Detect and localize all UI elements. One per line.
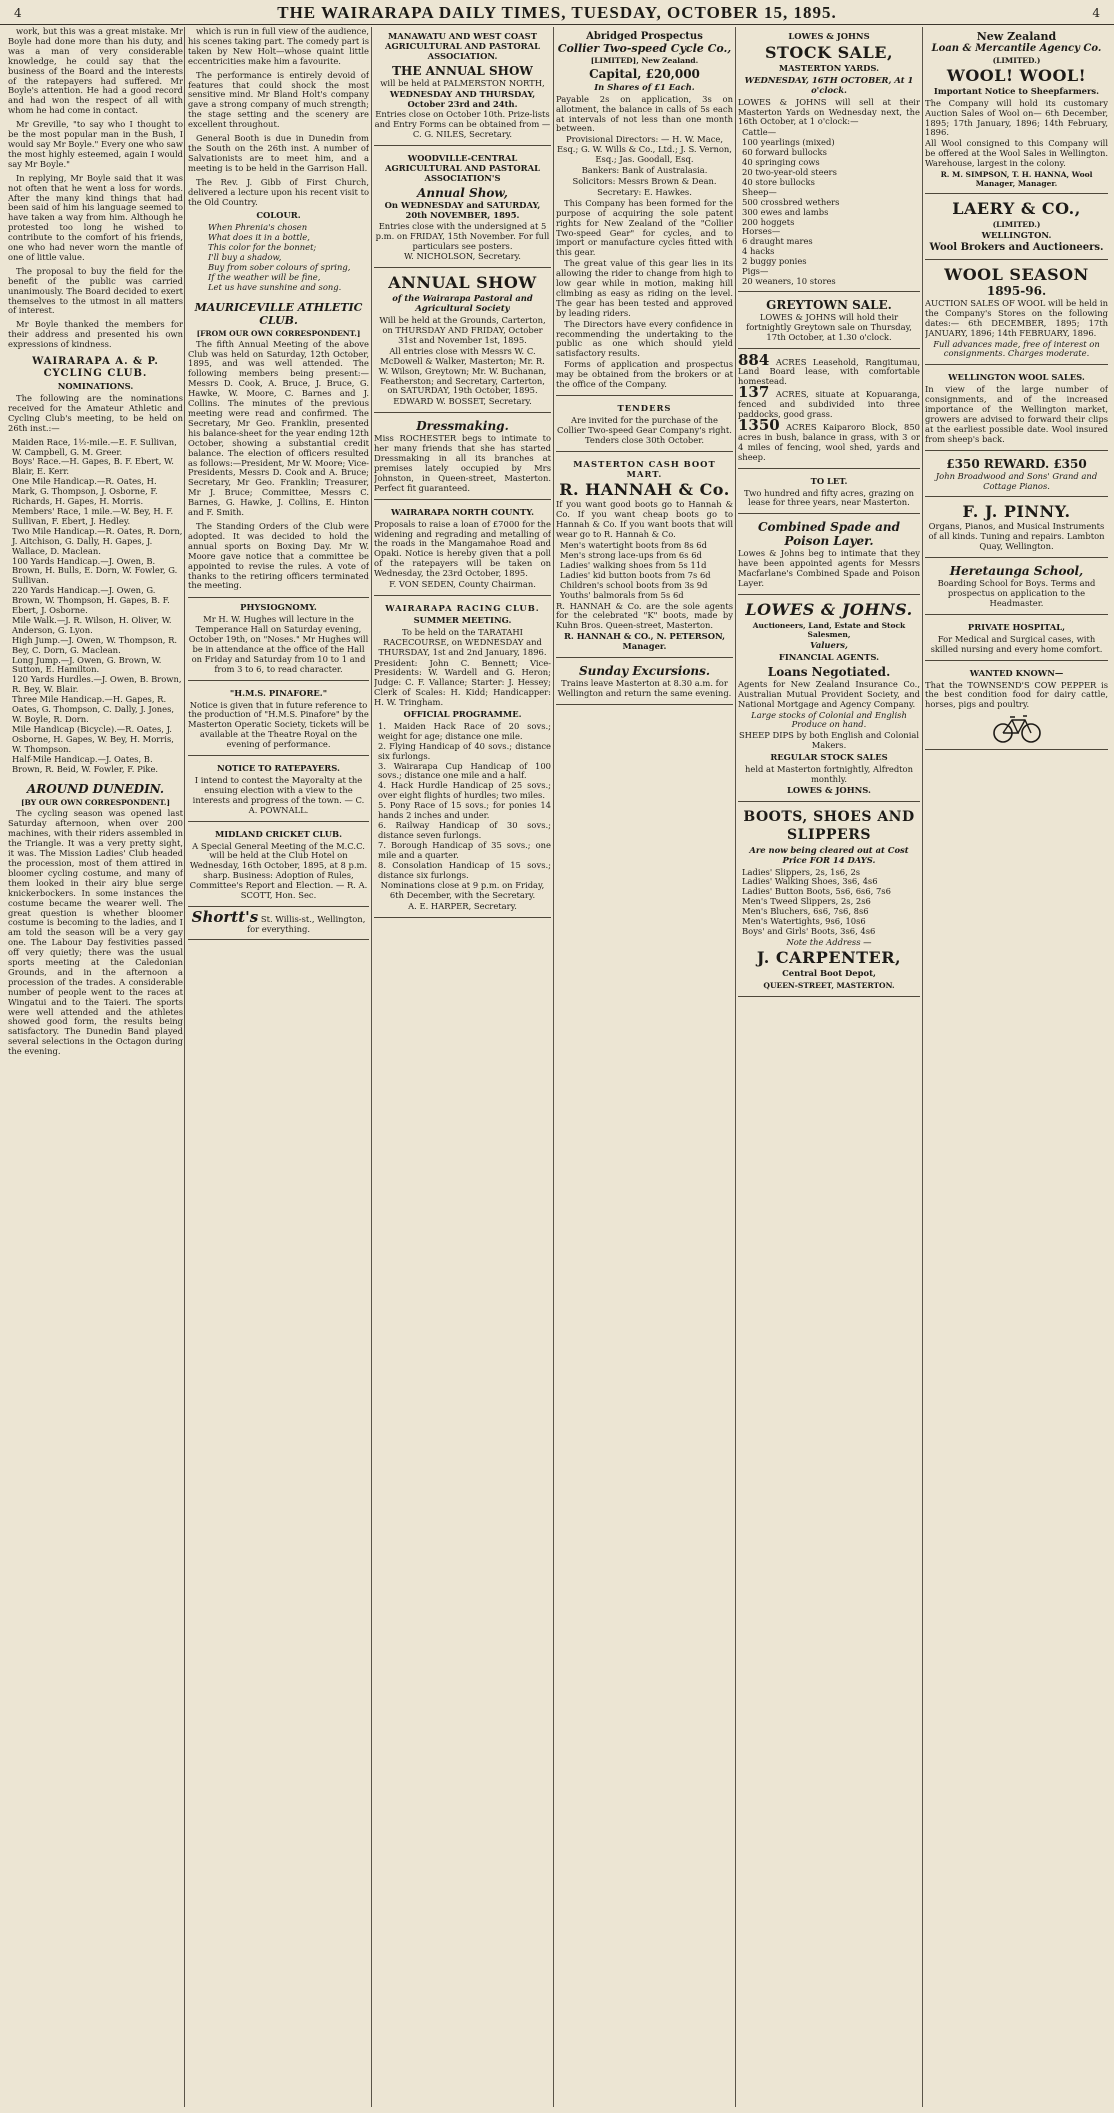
list-item: Horses— [742, 226, 781, 237]
loan-mercantile-ad [925, 27, 1108, 194]
list-item: 2. Flying Handicap of 40 sovs.; distance six furlongs. [378, 740, 551, 761]
list-item: 2 buggy ponies [742, 256, 807, 267]
ad-heading: PRIVATE HOSPITAL, [967, 621, 1066, 632]
article-paragraph: General Booth is due in Dunedin from the South on the 26th inst. A number of Salvationists are to meet him, and a meeting is to be held in the Garrison Hall. [188, 133, 369, 173]
article-paragraph: The following are the nominations received for the Amateur Athletic and Cycling Club's meeting, to be held on 26th inst.:— [8, 393, 183, 433]
financial-agents-ad [738, 598, 920, 802]
tender-ad [556, 399, 733, 452]
shortts-tagline: St. Willis-st., Wellington, for everything. [246, 913, 366, 934]
list-item: Men's strong lace-ups from 6s 6d [560, 549, 702, 560]
race-programme [378, 722, 551, 881]
ad-text: Nominations close at 9 p.m. on Friday, 6th December, with the Secretary. [380, 880, 545, 901]
ad-signature: R. M. SIMPSON, T. H. HANNA, Wool Manager, Manager. [940, 170, 1093, 189]
column-rule [922, 27, 923, 2107]
nominations-list [12, 438, 183, 775]
list-item: Mile Handicap (Bicycle).—R. Oates, J. Osborne, H. Gapes, W. Bey, H. Morris, W. Thompson. [12, 723, 174, 754]
ad-subheading: FINANCIAL AGENTS. [778, 651, 880, 662]
article-paragraph: Mr Boyle thanked the members for their address and presented his own expressions of kindness. [8, 319, 183, 350]
column-rule [184, 27, 185, 2107]
ad-text: All entries close with Messrs W. C. McDowell & Walker, Masterton; Mr. R. W. Wilson, Greytown; Mr. W. Buchanan, Featherston; and Secretary, Carterton, on SATURDAY, 19th October, 1895. [378, 345, 547, 396]
ad-title: Sunday Excursions. [578, 664, 711, 679]
list-item: Three Mile Handicap.—H. Gapes, R. Oates, G. Thompson, C. Dally, J. Jones, W. Boyle, R. Dorn. [12, 694, 175, 724]
subheading: NOMINATIONS. [57, 381, 134, 392]
merchant-address: QUEEN-STREET, MASTERTON. [763, 980, 895, 990]
notice-body: Notice is given that in future reference to the production of "H.M.S. Pinafore" by the Masterton Operatic Society, tickets will be available at the Theatre Royal on the evening of performance. [188, 699, 369, 750]
ad-heading: TENDERS [617, 403, 672, 413]
school-ad [925, 561, 1108, 615]
manawatu-show-ad [374, 27, 551, 146]
ad-text: This Company has been formed for the purpose of acquiring the sole patent rights for New Zealand of the "Collier Two-speed Gear" for cycles, and to import or manufacture cycles fitted with this gear. [556, 197, 733, 258]
ad-subheading: Are now being cleared out at Cost Price FOR 14 DAYS. [749, 844, 909, 865]
list-item: 4. Hack Hurdle Handicap of 25 sovs.; over eight flights of hurdles; two miles. [378, 780, 551, 801]
list-item: 120 Yards Hurdles.—J. Owen, B. Brown, R. Bey, W. Blair. [12, 674, 182, 695]
article-paragraph: The Rev. J. Gibb of First Church, delivered a lecture upon his recent visit to the Old Country. [188, 176, 369, 207]
pinafore-notice [188, 684, 369, 756]
list-item: 40 store bullocks [742, 176, 815, 187]
ad-title: R. HANNAH & Co. [559, 480, 730, 500]
list-item: 6 draught mares [742, 236, 813, 247]
list-item: Ladies' kid button boots from 7s 6d [560, 569, 711, 580]
ad-text: Solicitors: Messrs Brown & Dean. [572, 175, 717, 186]
ad-title: GREYTOWN SALE. [766, 297, 892, 312]
list-item: 200 hoggets [742, 216, 795, 227]
section-heading: AROUND DUNEDIN. [26, 782, 165, 797]
ad-text: Agents for New Zealand Insurance Co., Australian Mutual Provident Society, and National Mortgage and Agency Company. [738, 678, 920, 709]
list-item: Youths' balmorals from 5s 6d [560, 589, 684, 600]
ad-text: Large stocks of Colonial and English Produce on hand. [751, 709, 907, 730]
ad-heading: MANAWATU AND WEST COAST AGRICULTURAL AND PASTORAL ASSOCIATION. [385, 31, 540, 61]
list-item: Men's Watertights, 9s6, 10s6 [742, 916, 866, 927]
racing-club-ad [374, 599, 551, 918]
company-name: Loan & Mercantile Agency Co. [931, 42, 1102, 54]
ad-dates: WEDNESDAY AND THURSDAY, October 23rd and 24th. [389, 88, 536, 109]
ad-text: Miss ROCHESTER begs to intimate to her many friends that she has started Dressmaking in all its branches at premises lately occupied by Mrs Johnston, in Queen-street, Masterton. Perfect fit guaranteed. [374, 433, 551, 493]
column-3 [374, 27, 551, 2107]
notice-heading: MIDLAND CRICKET CLUB. [214, 828, 343, 839]
masthead [0, 0, 1114, 25]
ad-title: F. J. PINNY. [962, 502, 1071, 522]
ad-title: WOOL! WOOL! [946, 65, 1087, 85]
column-rule [371, 27, 372, 2107]
ad-text: Lowes & Johns beg to intimate that they have been appointed agents for Messrs Macfarlane's Combined Spade and Poison Layer. [738, 548, 920, 589]
ad-subheading: Important Notice to Sheepfarmers. [933, 85, 1100, 96]
ad-heading: Abridged Prospectus [586, 31, 703, 42]
list-item: Boys' and Girls' Boots, 3s6, 4s6 [742, 926, 876, 936]
list-item: 3. Wairarapa Cup Handicap of 100 sovs.; distance one mile and a half. [378, 760, 551, 781]
ad-text: Full advances made, free of interest on consignments. Charges moderate. [933, 338, 1100, 359]
ad-heading: WOODVILLE-CENTRAL AGRICULTURAL AND PASTORAL ASSOCIATION'S [385, 153, 540, 183]
ad-title: WOOL SEASON [944, 264, 1089, 284]
ad-heading: WANTED KNOWN— [969, 667, 1064, 678]
article-paragraph: The Standing Orders of the Club were adopted. It was decided to hold the annual sports on Boxing Day. Mr W. Moore gave notice that a committee be appointed to revise the rules. A vote of thanks to the retiring officers terminated the meeting. [188, 520, 369, 591]
merchant-address: Central Boot Depot, [782, 967, 876, 978]
list-item: High Jump.—J. Owen, W. Thompson, R. Bey, C. Dorn, G. Maclean. [12, 634, 178, 655]
ad-title: LOWES & JOHNS. [745, 599, 913, 619]
article-paragraph: work, but this was a great mistake. Mr Boyle had done more than his duty, and was a man of very considerable knowledge, he could say that the business of the Board and the interests of the ratepayers had suffered. Mr Boyle's attention. He had a good record and had won the respect of all with whom he had come in contact. [8, 27, 183, 116]
list-item: 300 ewes and lambs [742, 206, 829, 217]
reward-amount: £350 [946, 456, 980, 471]
list-item: 6. Railway Handicap of 30 sovs.; distance seven furlongs. [378, 820, 551, 840]
column-6 [925, 27, 1108, 2107]
ad-text: Entries close on October 10th. Prize-lists and Entry Forms can be obtained from — C. G. NILES, Secretary. [374, 109, 551, 140]
column-5 [738, 27, 920, 2107]
ad-heading: MASTERTON CASH BOOT MART. [573, 458, 716, 479]
county-loan-ad [374, 503, 551, 596]
article-paragraph: The performance is entirely devoid of features that could shock the most sensitive mind. Mr Bland Holt's company gave a strong company of much strength; the stage setting and the scenery are excellent throughout. [188, 69, 369, 130]
pinny-ad [925, 500, 1108, 558]
bicycle-icon [992, 711, 1042, 745]
ad-text: Forms of application and prospectus may be obtained from the brokers or at the office of the Company. [556, 359, 733, 390]
acreage: 137 [738, 383, 770, 402]
column-4 [556, 27, 733, 2107]
list-item: Two Mile Handicap.—R. Oates, R. Dorn, J. Aitchison, G. Dally, H. Gapes, J. Wallace, D. Maclean. [12, 525, 183, 556]
list-item: Ladies' Walking Shoes, 3s6, 4s6 [742, 876, 878, 887]
ad-text: The great value of this gear lies in its allowing the rider to change from high to low gear while in motion, making hill climbing as easy as riding on the level. The gear has been tested and approved by leading riders. [556, 258, 733, 318]
ad-text: Are invited for the purchase of the Collier Two-speed Gear Company's right. Tenders close 30th October. [557, 414, 732, 445]
list-item: Men's watertight boots from 8s 6d [560, 540, 708, 551]
ad-signature: W. NICHOLSON, Secretary. [404, 251, 521, 262]
cricket-club-notice [188, 825, 369, 907]
ad-text: To be held on the TARATAHI RACECOURSE, on WEDNESDAY and THURSDAY, 1st and 2nd January, 1896. [378, 626, 547, 657]
notice-heading: NOTICE TO RATEPAYERS. [217, 763, 340, 774]
list-item: Half-Mile Handicap.—J. Oates, B. Brown, R. Beid, W. Fowler, F. Pike. [12, 753, 159, 774]
company-ltd: (LIMITED.) [992, 220, 1041, 230]
dressmaking-ad [374, 416, 551, 499]
ad-title: Dressmaking. [416, 419, 509, 434]
list-item: 1. Maiden Hack Race of 20 sovs.; weight for age; distance one mile. [378, 720, 551, 741]
company-ltd: (LIMITED.) [992, 55, 1041, 65]
list-item: 100 Yards Handicap.—J. Owen, B. Brown, H. Bulls, E. Dorn, W. Fowler, G. Sullivan. [12, 555, 178, 586]
ad-text: LOWES & JOHNS will hold their fortnightly Greytown sale on Thursday, 17th October, at 1.30 o'clock. [746, 311, 912, 342]
ad-title: BOOTS, SHOES AND SLIPPERS [743, 808, 915, 843]
column-rule [553, 27, 554, 2107]
notice-heading: PHYSIOGNOMY. [240, 602, 317, 613]
ad-text: Entries close with the undersigned at 5 p.m. on FRIDAY, 15th November. For full particulars see posters. [375, 220, 550, 251]
merchant-name: J. CARPENTER, [756, 947, 902, 967]
ad-text: President: John C. Bennett; Vice-Presidents: W. Wardell and G. Heron; Judge: C. F. Vallance; Starter: J. Hessey; Clerk of Scales: H. Kidd; Handicapper: H. W. Tringham. [374, 657, 551, 708]
capital-value: £20,000 [645, 66, 700, 81]
page-number-right: 4 [1092, 6, 1100, 20]
list-item: Men's Tweed Slippers, 2s, 2s6 [742, 896, 871, 907]
section-heading: WAIRARAPA A. & P. CYCLING CLUB. [32, 356, 159, 380]
acreage: 1350 [738, 416, 780, 434]
ratepayers-notice [188, 759, 369, 822]
shortts-ad [188, 907, 369, 940]
list-item: 500 crossbred wethers [742, 196, 840, 207]
column-1 [8, 27, 183, 2107]
cycle-company-prospectus [556, 27, 733, 396]
ad-text: Provisional Directors: — H. W. Mace, Esq.; G. W. Wills & Co., Ltd.; J. S. Vernon, Esq.; Jas. Goodall, Esq. [557, 134, 732, 165]
ad-title: THE ANNUAL SHOW [392, 63, 533, 78]
ad-heading: WAIRARAPA RACING CLUB. [385, 602, 540, 613]
ad-text: John Broadwood and Sons' Grand and Cottage Pianos. [935, 470, 1098, 491]
notice-heading: "H.M.S. PINAFORE." [229, 687, 328, 698]
notice-body: A Special General Meeting of the M.C.C. will be held at the Club Hotel on Wednesday, 16th October, 1895, at 8 p.m. sharp. Business: Adoption of Rules, Committee's Report and Election. — R. A. SCOTT, Hon. Sec. [189, 840, 368, 901]
price-list [742, 868, 920, 937]
list-item: Men's Bluchers, 6s6, 7s6, 8s6 [742, 906, 869, 917]
list-item: Children's school boots from 3s 9d [560, 579, 708, 590]
ad-subheading: Auctioneers, Land, Estate and Stock Salesmen, [752, 620, 906, 639]
list-item: Long Jump.—J. Owen, G. Brown, W. Sutton, E. Hamilton. [12, 654, 162, 675]
ad-text: AUCTION SALES OF WOOL will be held in the Company's Stores on the following dates:— 6th DECEMBER, 1895; 17th JANUARY, 1896; 14th FEBRUARY, 1896. [925, 297, 1108, 338]
ad-text: Two hundred and fifty acres, grazing on lease for three years, near Masterton. [743, 487, 915, 508]
boots-shoes-ad [738, 805, 920, 997]
ad-subheading: SUMMER MEETING. [413, 614, 512, 625]
ad-text: ACRES, situate at Kopuaranga, fenced and subdivided into three paddocks, good grass. [738, 389, 920, 420]
sunday-excursions-ad [556, 661, 733, 705]
shortts-name: Shortt's [191, 907, 259, 926]
physiognomy-notice [188, 597, 369, 680]
ad-text: In view of the large number of consignments, and of the increased importance of the Wellington market, growers are advised to forward their clips at the earliest possible date. Wool insured from sheep's back. [925, 384, 1108, 444]
ad-text: ACRES Kaiparoro Block, 850 acres in bush, balance in grass, with 3 or 4 miles of fencing, wool shed, yards and sheep. [738, 422, 920, 462]
list-item: 220 Yards Handicap.—J. Owen, G. Brown, W. Thompson, H. Gapes, B. F. Ebert, J. Osborne. [12, 585, 170, 616]
list-item: Ladies' Slippers, 2s, 1s6, 2s [742, 866, 861, 877]
list-item: 20 weaners, 10 stores [742, 275, 836, 286]
notice-body: Mr H. W. Hughes will lecture in the Temperance Hall on Saturday evening, October 19th, on "Noses." Mr Hughes will be in attendance at the office of the Hall on Friday and Saturday from 10 to 1 and from 3 to 6, to read character. [188, 614, 369, 674]
list-item: Sheep— [742, 186, 777, 197]
article-paragraph: Mr Greville, "to say who I thought to be the most popular man in the Bush, I would say Mr Boyle." Every one who saw the most highly esteemed, again I would say Mr Boyle." [8, 119, 183, 169]
ad-signature: LOWES & JOHNS. [787, 784, 871, 795]
poem-line: I'll buy a shadow, [208, 252, 282, 263]
list-item: 7. Borough Handicap of 35 sovs.; one mile and a quarter. [378, 839, 551, 860]
ad-text: held at Masterton fortnightly, Alfredton monthly. [744, 764, 913, 784]
page-number-left: 4 [14, 6, 22, 20]
ad-text: That the TOWNSEND'S COW PEPPER is the best condition food for dairy cattle, horses, pigs and poultry. [925, 679, 1108, 710]
list-item: Pigs— [742, 266, 769, 277]
ad-subheading: MASTERTON YARDS. [778, 62, 880, 73]
ad-heading: WELLINGTON WOOL SALES. [948, 372, 1085, 383]
list-item: 4 hacks [742, 246, 775, 257]
newspaper-title: THE WAIRARAPA DAILY TIMES, TUESDAY, OCTOBER 15, 1895. [277, 3, 837, 22]
list-item: 40 springing cows [742, 157, 820, 168]
ad-title: Heretaunga School, [949, 564, 1084, 579]
ad-title: Annual Show, [417, 185, 508, 200]
ad-text: ACRES Leasehold, Rangitumau, Land Board lease, with comfortable homestead. [738, 356, 920, 387]
ad-text: R. HANNAH & Co. are the sole agents for the celebrated "K" boots, made by Kuhn Bros. Queen-street, Masterton. [556, 600, 733, 631]
stock-list [742, 128, 920, 287]
ad-subheading: Wool Brokers and Auctioneers. [929, 241, 1104, 253]
poem-line: This color for the bonnet; [208, 242, 317, 253]
ad-text: Organs, Pianos, and Musical Instruments of all kinds. Tuning and repairs. Lambton Quay, Wellington. [928, 521, 1105, 552]
ad-text: Note the Address — [786, 936, 872, 947]
reward-line [925, 457, 1108, 471]
ad-heading: New Zealand [976, 30, 1057, 43]
to-let-ad [738, 472, 920, 515]
list-item: 20 two-year-old steers [742, 166, 837, 177]
ad-title: ANNUAL SHOW [388, 273, 537, 293]
poem-title: COLOUR. [256, 210, 301, 221]
auctioneer-name: LOWES & JOHNS [788, 31, 870, 41]
ad-text: If you want good boots go to Hannah & Co. If you want cheap boots go to Hannah & Co. If you want boots that will wear go to R. Hannah & Co. [556, 499, 733, 540]
list-item: 60 forward bullocks [742, 147, 827, 158]
ad-text: All Wool consigned to this Company will be offered at the Wool Sales in Wellington. Warehouse, largest in the colony. [925, 138, 1108, 169]
article-paragraph: which is run in full view of the audience, his scenes taking part. The comedy part is taken by New Holt—whose quaint little eccentricities make him a favourite. [188, 27, 369, 66]
column-2 [188, 27, 369, 2107]
shares-line: In Shares of £1 Each. [594, 81, 695, 92]
reward-word: REWARD. [983, 456, 1050, 471]
wellington-wool-sales-ad [925, 368, 1108, 450]
company-ltd: [LIMITED], New Zealand. [590, 55, 699, 65]
land-for-sale-ad [738, 352, 920, 469]
company-name: Collier Two-speed Cycle Co., [557, 41, 732, 55]
ad-city: WELLINGTON. [981, 230, 1052, 241]
ad-signature: EDWARD W. BOSSET, Secretary. [393, 396, 532, 407]
ad-heading: WAIRARAPA NORTH COUNTY. [390, 506, 535, 517]
list-item: 8. Consolation Handicap of 15 sovs.; distance six furlongs. [378, 859, 551, 880]
ad-title: Combined Spade and Poison Layer. [757, 520, 901, 549]
byline: [FROM OUR OWN CORRESPONDENT.] [196, 328, 361, 338]
ad-text: Will be held at the Grounds, Carterton, on THURSDAY AND FRIDAY, October 31st and November 1st, 1895. [379, 315, 546, 345]
capital-label: Capital, [589, 66, 642, 81]
list-item: Boys' Race.—H. Gapes, B. F. Ebert, W. Blair, E. Kerr. [12, 456, 174, 477]
list-item: Mile Walk.—J. R. Wilson, H. Oliver, W. Anderson, G. Lyon. [12, 614, 172, 635]
ad-text: Payable 2s on application, 3s on allotment, the balance in calls of 5s each at intervals of not less than one month between. [556, 93, 733, 134]
ad-text: The Directors have every confidence in recommending the undertaking to the public as one which should yield satisfactory results. [556, 318, 733, 359]
capital-line [556, 67, 733, 81]
boot-mart-ad [556, 455, 733, 658]
reward-amount: £350 [1053, 456, 1087, 471]
stock-sale-ad [738, 27, 920, 292]
notice-body: I intend to contest the Mayoralty at the ensuing election with a view to the interests and progress of the town. — C. A. POWNALL. [192, 775, 365, 815]
article-paragraph: In replying, Mr Boyle said that it was not often that he went a loss for words. After the many kind things that had been said of him his language seemed to have taken a way from him. Although he protested too long he wished to contribute to the comfort of his friends, one who had never worn the mantle of one of little value. [8, 172, 183, 262]
spade-ad [738, 517, 920, 595]
ad-subheading: Valuers, [810, 639, 848, 650]
wanted-known-ad [925, 664, 1108, 751]
byline: [BY OUR OWN CORRESPONDENT.] [20, 798, 171, 808]
section-heading: MAURICEVILLE ATHLETIC CLUB. [194, 300, 363, 327]
wool-season-ad [925, 263, 1108, 365]
reward-ad [925, 454, 1108, 498]
ad-dates: WEDNESDAY, 16TH OCTOBER, At 1 o'clock. [744, 74, 914, 95]
poem-line: What does it in a bottle, [208, 232, 310, 243]
ad-title: LAERY & CO., [952, 199, 1081, 219]
ad-text: will be held at PALMERSTON NORTH, [380, 77, 545, 88]
poem [208, 223, 369, 292]
poem-line: If the weather will be fine, [208, 271, 321, 282]
article-paragraph: The proposal to buy the field for the benefit of the public was carried unanimously. The Board decided to exert themselves to the utmost in all matters of interest. [8, 265, 183, 316]
ad-text: Proposals to raise a loan of £7000 for the widening and regrading and metalling of the roads in the Mangamahoe Road and Opaki. Notice is hereby given that a poll of the ratepayers will be taken on Wednesday, the 23rd October, 1895. [374, 518, 551, 579]
ad-text: SHEEP DIPS by both English and Colonial Makers. [738, 730, 920, 751]
article-paragraph: The fifth Annual Meeting of the above Club was held on Saturday, 12th October, 1895, and was well attended. The following members being present:—Messrs D. Cook, A. Bruce, J. Bruce, G. Hawke, W. Moore, C. Barnes and J. Collins. The minutes of the previous meeting were read and confirmed. The Secretary, Mr Geo. Franklin, presented his balance-sheet for the year ending 12th October, showing a substantial credit balance. The election of officers resulted as follows:—President, Mr W. Moore; Vice-Presidents, Messrs D. Cook and A. Bruce; Secretary, Mr Geo. Franklin; Treasurer, Mr J. Bruce; Committee, Messrs C. Barnes, G. Hawke, J. Collins, E. Hinton and F. Smith. [188, 338, 369, 518]
ad-text: For Medical and Surgical cases, with skilled nursing and every home comfort. [930, 633, 1103, 654]
ad-text: Bankers: Bank of Australasia. [581, 165, 708, 176]
ad-text: Trains leave Masterton at 8.30 a.m. for Wellington and return the same evening. [557, 678, 732, 698]
ad-signature: A. E. HARPER, Secretary. [408, 901, 517, 912]
poem-line: When Phrenia's chosen [208, 222, 308, 233]
ad-dates: On WEDNESDAY and SATURDAY, 20th NOVEMBER, 1895. [384, 199, 541, 220]
article-paragraph: The cycling season was opened last Saturday afternoon, when over 200 machines, with their riders assembled in the Triangle. It was a very pretty sight, it was. The Mission Ladies' Club headed the procession, most of them attired in bloomer cycling costume, and many of them looked in their airy blue serge knickerbockers. In some instances the costume became the wearer well. The great question is whether bloomer costume is becoming to the ladies, and I am told the season will be a very gay one. The Labour Day festivities passed off very quietly; there was the usual sports meeting at the Caledonian Grounds, and in the afternoon a procession of the trades. A considerable number of people went to the races at Wingatui and to the Taieri. The sports were well attended and the athletes showed good form, the results being satisfactory. The Dunedin Band played several selections in the Octagon during the evening. [8, 808, 183, 1057]
greytown-sale-ad [738, 295, 920, 349]
ad-heading: TO LET. [810, 475, 848, 486]
list-item: 5. Pony Race of 15 sovs.; for ponies 14 hands 2 inches and under. [378, 800, 551, 821]
acreage: 884 [738, 350, 770, 369]
woodville-show-ad [374, 149, 551, 268]
laery-ad [925, 197, 1108, 260]
ad-text: Boarding School for Boys. Terms and prospectus on application to the Headmaster. [937, 578, 1096, 608]
ad-signature: F. VON SEDEN, County Chairman. [389, 579, 536, 590]
list-item: Maiden Race, 1½-mile.—E. F. Sullivan, W. Campbell, G. M. Greer. [12, 436, 177, 457]
list-item: One Mile Handicap.—R. Oates, H. Mark, G. Thompson, J. Osborne, F. Richards, H. Gapes, H. Morris. [12, 476, 158, 507]
list-item: Members' Race, 1 mile.—W. Bey, H. F. Sullivan, F. Ebert, J. Hedley. [12, 505, 174, 526]
price-list [560, 541, 733, 600]
ad-text: LOWES & JOHNS will sell at their Masterton Yards on Wednesday next, the 16th October, at 1 o'clock:— [738, 96, 920, 127]
ad-text: Secretary: E. Hawkes. [597, 186, 692, 197]
list-item: 100 yearlings (mixed) [742, 137, 835, 148]
ad-heading: of the Wairarapa Pastoral and Agricultural Society [392, 293, 533, 314]
poem-line: Let us have sunshine and song. [208, 281, 342, 292]
list-item: Cattle— [742, 127, 777, 138]
ad-signature: R. HANNAH & CO., N. PETERSON, Manager. [563, 631, 726, 652]
ad-heading: Loans Negotiated. [767, 664, 891, 679]
column-rule [735, 27, 736, 2107]
hospital-ad [925, 618, 1108, 661]
list-item: Ladies' Button Boots, 5s6, 6s6, 7s6 [742, 886, 891, 897]
ad-text: The Company will hold its customary Auction Sales of Wool on— 6th December, 1895; 17th January, 1896; 14th February, 1896. [925, 97, 1108, 138]
ad-heading: REGULAR STOCK SALES [770, 752, 888, 763]
ad-subheading: 1895-96. [986, 283, 1047, 298]
ad-subheading: OFFICIAL PROGRAMME. [403, 709, 522, 720]
wairarapa-show-ad [374, 271, 551, 413]
ad-title: STOCK SALE, [764, 42, 894, 62]
poem-line: Buy from sober colours of spring, [208, 261, 351, 272]
list-item: Ladies' walking shoes from 5s 11d [560, 559, 707, 570]
